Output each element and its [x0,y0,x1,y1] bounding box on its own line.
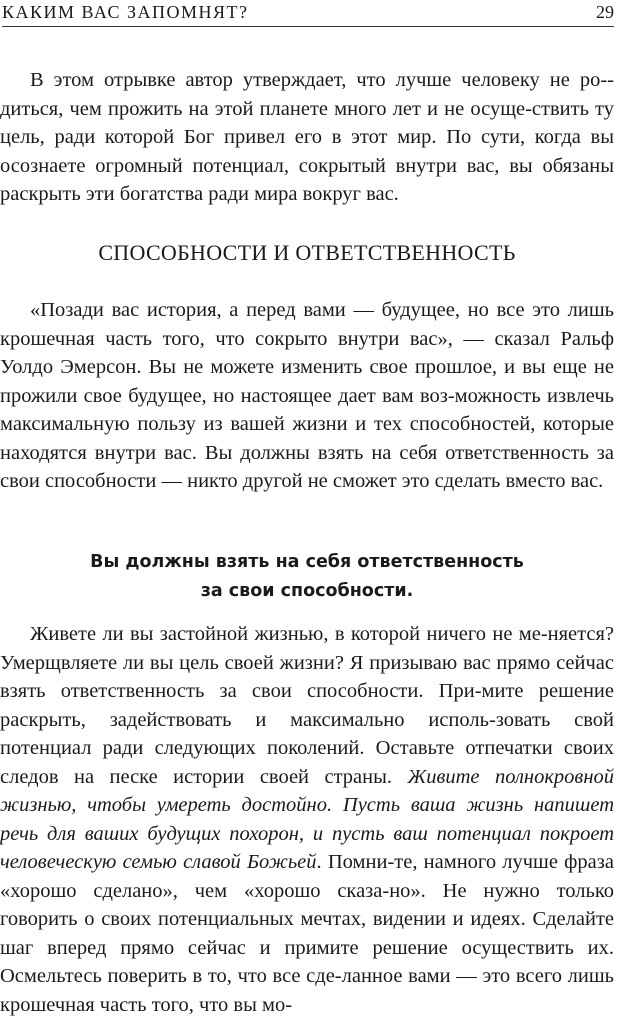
page-number: 29 [596,2,614,22]
paragraph [0,620,614,1019]
paragraph: В этом отрывке автор утверждает, что лучше человеку не ро-диться, чем прожить на этой планете много лет и не осуще-ствить ту цель, ради которой Бог привел его в этот мир. По сути, когда вы осознаете огромный потенциал, сокрытый внутри вас, вы обязаны раскрыть эти богатства ради мира вокруг вас. [0,69,614,205]
paragraph-text: . Помни-те, намного лучше фраза «хорошо сделано», чем «хорошо сказа-но». Не нужно только говорить о своих потенциальных мечтах, видении и идеях. Сделайте шаг вперед прямо сейчас и примите решение осуществить их. Осмельтесь поверить в то, что все сде-ланное вами — это всего лишь крошечная часть того, что вы мо- [0,851,614,1016]
section-heading: СПОСОБНОСТИ И ОТВЕТСТВЕННОСТЬ [98,240,516,265]
pull-quote [0,548,614,606]
running-header [2,0,614,27]
running-title: КАКИМ ВАС ЗАПОМНЯТ? [2,2,249,22]
paragraph-text: Живете ли вы застойной жизнью, в которой ничего не ме-няется? Умерщвляете ли вы цель своей жизни? Я призываю вас прямо сейчас взять ответственность за свои способности. При-мите решение раскрыть, задействовать и максимально исполь-зовать свой потенциал ради следующих поколений. Оставьте отпечатки своих следов на песке истории своей страны. [0,623,614,788]
italic-emphasis: Живите полнокровной жизнью, чтобы умереть достойно. Пусть ваша жизнь напишет речь для ваших будущих похорон, и пусть ваш потенциал покроет человеческую семью славой Божьей [0,765,614,873]
pull-quote-line: Вы должны взять на себя ответственность [90,552,524,572]
pull-quote-line: за свои способности. [200,581,414,601]
paragraph: «Позади вас история, а перед вами — будущее, но все это лишь крошечная часть того, что сокрыто внутри вас», — сказал Ральф Уолдо Эмерсон. Вы не можете изменить свое прошлое, и вы еще не прожили свое будущее, но настоящее дает вам воз-можность извлечь максимальную пользу из вашей жизни и тех способностей, которые находятся внутри вас. Вы должны взять на себя ответственность за свои способности — никто другой не сможет это сделать вместо вас. [0,299,614,492]
